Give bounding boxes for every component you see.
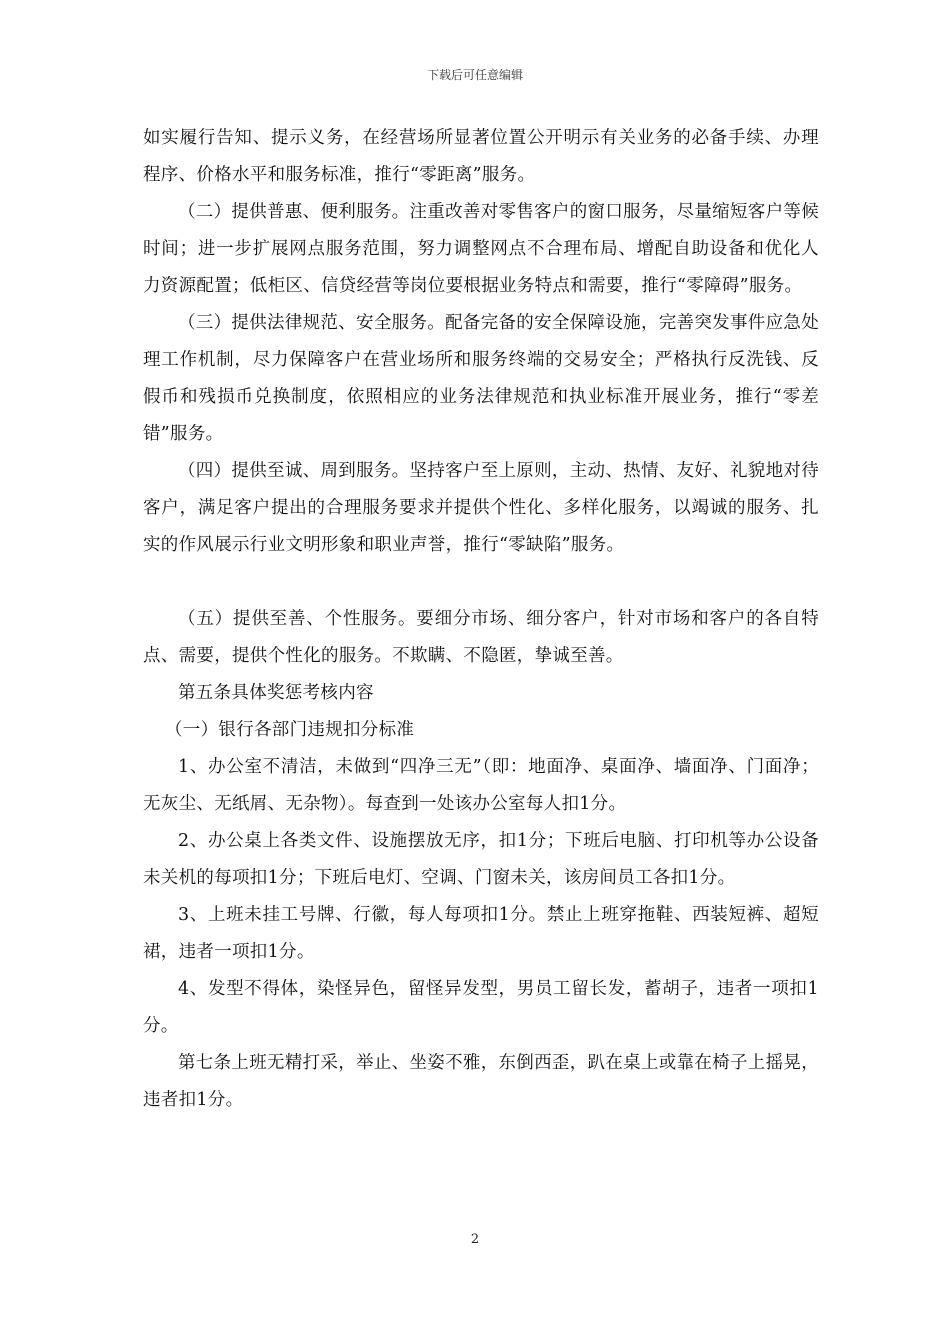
paragraph-spacer: [143, 564, 819, 601]
rule-item-2: 2、办公桌上各类文件、设施摆放无序，扣1分；下班后电脑、打印机等办公设备未关机的每项扣1分；下班后电灯、空调、门窗未关，该房间员工各扣1分。: [143, 831, 819, 888]
article-7-paragraph: 第七条上班无精打采，举止、坐姿不雅，东倒西歪，趴在桌上或靠在椅子上摇晃，违者扣1分。: [143, 1053, 819, 1110]
document-body: [143, 120, 819, 1119]
paragraph-section-3: （三）提供法律规范、安全服务。配备完备的安全保障设施，完善突发事件应急处理工作机制，尽力保障客户在营业场所和服务终端的交易安全；严格执行反洗钱、反假币和残损币兑换制度，依照相应的业务法律规范和执业标准开展业务，推行“零差错”服务。: [143, 313, 819, 444]
rule-item-1: 1、办公室不清洁，未做到“四净三无”（即：地面净、桌面净、墙面净、门面净；无灰尘、无纸屑、无杂物）。每查到一处该办公室每人扣1分。: [143, 757, 819, 814]
page-number: 2: [470, 1232, 480, 1247]
page-header: 下载后可任意编辑: [426, 68, 523, 82]
rule-item-3: 3、上班未挂工号牌、行徽，每人每项扣1分。禁止上班穿拖鞋、西装短裤、超短裙，违者一项扣1分。: [143, 905, 819, 962]
paragraph-section-2: （二）提供普惠、便利服务。注重改善对零售客户的窗口服务，尽量缩短客户等候时间；进一步扩展网点服务范围，努力调整网点不合理布局、增配自助设备和优化人力资源配置；低柜区、信贷经营等岗位要根据业务特点和需要，推行“零障碍”服务。: [143, 202, 819, 296]
article-5-heading: 第五条具体奖惩考核内容: [178, 683, 374, 703]
paragraph-section-5: （五）提供至善、个性服务。要细分市场、细分客户，针对市场和客户的各自特点、需要，提供个性化的服务。不欺瞒、不隐匿，挚诚至善。: [143, 609, 819, 666]
subsection-heading: （一）银行各部门违规扣分标准: [165, 720, 415, 740]
paragraph-section-4: （四）提供至诚、周到服务。坚持客户至上原则，主动、热情、友好、礼貌地对待客户，满足客户提出的合理服务要求并提供个性化、多样化服务，以竭诚的服务、扎实的作风展示行业文明形象和职业声誉，推行“零缺陷”服务。: [143, 461, 819, 555]
rule-item-4: 4、发型不得体，染怪异色，留怪异发型，男员工留长发，蓄胡子，违者一项扣1分。: [143, 979, 819, 1036]
paragraph-continuation: 如实履行告知、提示义务，在经营场所显著位置公开明示有关业务的必备手续、办理程序、价格水平和服务标准，推行“零距离”服务。: [143, 128, 819, 185]
